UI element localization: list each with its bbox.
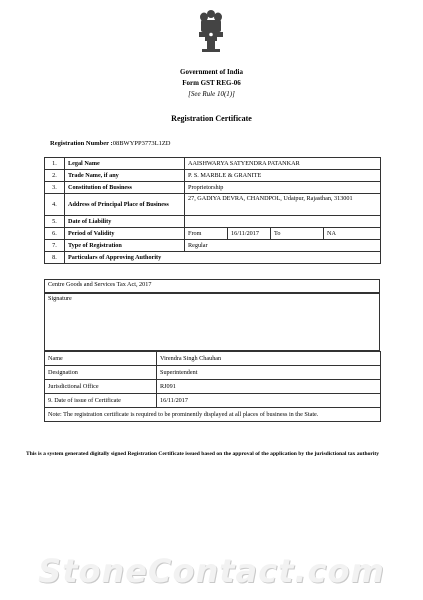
officer-label: Designation (45, 366, 157, 380)
row-number: 5. (45, 216, 65, 228)
validity-to-label: To (271, 228, 324, 240)
validity-row (45, 228, 381, 240)
detail-row (45, 194, 381, 216)
row-number: 2. (45, 170, 65, 182)
row-label: Date of Liability (65, 216, 185, 228)
note-row (45, 408, 381, 422)
detail-row (45, 158, 381, 170)
watermark: StoneContact.com (38, 552, 385, 590)
detail-row (45, 182, 381, 194)
registration-number-label: Registration Number : (50, 140, 113, 147)
row-value: Proprietorship (185, 182, 381, 194)
row-value: P. S. MARBLE & GRANITE (185, 170, 381, 182)
officer-value: 16/11/2017 (157, 394, 381, 408)
registration-number (50, 140, 171, 147)
signature-box (44, 293, 380, 351)
signature-label: Signature (48, 295, 72, 302)
rule-reference: [See Rule 10(1)] (188, 90, 235, 98)
validity-from-label: From (185, 228, 228, 240)
footer-disclaimer: This is a system generated digitally signed Registration Certificate issued based on the approval of the application by the jurisdictional tax authority (26, 451, 380, 457)
row-value: AAISHWARYA SATYENDRA PATANKAR (185, 158, 381, 170)
national-emblem-icon (196, 8, 226, 56)
row-number: 6. (45, 228, 65, 240)
row-label: Legal Name (65, 158, 185, 170)
officer-row (45, 380, 381, 394)
officer-row (45, 366, 381, 380)
certificate-title: Registration Certificate (171, 114, 252, 123)
detail-row (45, 216, 381, 228)
details-table (44, 157, 381, 264)
form-heading: Form GST REG-06 (182, 79, 241, 87)
row-label: Trade Name, if any (65, 170, 185, 182)
detail-row (45, 252, 381, 264)
row-value: 27, GADIYA DEVRA, CHANDPOL, Udaipur, Rajasthan, 313001 (185, 194, 381, 216)
officer-row (45, 394, 381, 408)
officer-value: Superintendent (157, 366, 381, 380)
row-label: Type of Registration (65, 240, 185, 252)
validity-to-value: NA (324, 228, 381, 240)
validity-from-date: 16/11/2017 (228, 228, 271, 240)
row-number: 1. (45, 158, 65, 170)
act-line: Centre Goods and Services Tax Act, 2017 (44, 279, 380, 293)
row-number: 8. (45, 252, 65, 264)
detail-row (45, 240, 381, 252)
government-heading: Government of India (180, 68, 243, 76)
officer-label: Jurisdictional Office (45, 380, 157, 394)
officer-label: 9. Date of issue of Certificate (45, 394, 157, 408)
row-number: 3. (45, 182, 65, 194)
officer-table (44, 351, 381, 422)
row-number: 4. (45, 194, 65, 216)
row-label: Constitution of Business (65, 182, 185, 194)
row-label: Address of Principal Place of Business (65, 194, 185, 216)
row-label: Period of Validity (65, 228, 185, 240)
officer-value: RJ091 (157, 380, 381, 394)
officer-value: Virendra Singh Chauhan (157, 352, 381, 366)
registration-number-value: 08BWYPP3773L1ZD (112, 140, 171, 147)
row-value (185, 216, 381, 228)
row-label: Particulars of Approving Authority (65, 252, 381, 264)
detail-row (45, 170, 381, 182)
row-value: Regular (185, 240, 381, 252)
officer-label: Name (45, 352, 157, 366)
row-number: 7. (45, 240, 65, 252)
officer-row (45, 352, 381, 366)
note-text: Note: The registration certificate is required to be prominently displayed at all places of business in the State. (45, 408, 381, 422)
